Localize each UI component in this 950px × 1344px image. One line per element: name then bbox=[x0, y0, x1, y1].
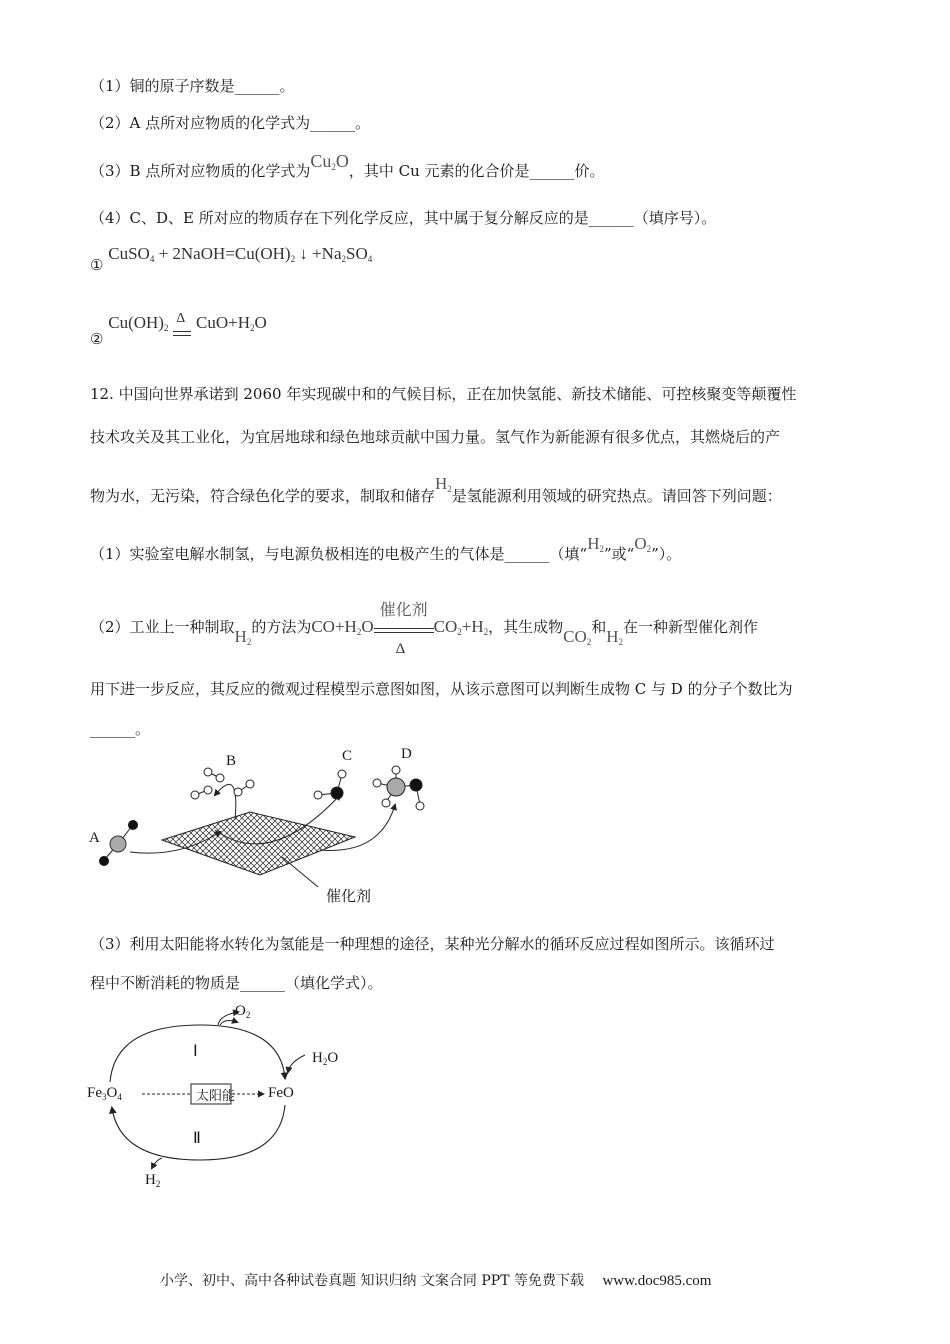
q12-part1: （1）实验室电解水制氢，与电源负极相连的电极产生的气体是______（填“$H_2$”或“$O_2$”）。 bbox=[90, 534, 682, 563]
h2-label: $H_2$ bbox=[145, 1172, 161, 1189]
footer-left: 小学、初中、高中各种试卷真题 知识归纳 文案合同 PPT 等免费下载 bbox=[160, 1273, 584, 1289]
reaction-2: ② $Cu(OH)_2$ Δ $CuO+H_2O$ bbox=[90, 311, 267, 348]
label-a: A bbox=[89, 830, 100, 846]
q12-part3-line2: 程中不断消耗的物质是______（填化学式）。 bbox=[90, 974, 383, 992]
q12-part2-line3: ______。 bbox=[90, 720, 151, 738]
label-d: D bbox=[401, 746, 412, 762]
molecule-c bbox=[314, 770, 346, 799]
cu2o-formula: $Cu_2O$ bbox=[310, 151, 349, 172]
label-c: C bbox=[342, 748, 353, 764]
arrow-b bbox=[215, 784, 236, 820]
catalyst-label: 催化剂 bbox=[326, 887, 372, 905]
h2o-label: $H_2O$ bbox=[312, 1050, 339, 1067]
solar-energy-label: 太阳能 bbox=[196, 1089, 236, 1104]
q11-part4: （4）C、D、E 所对应的物质存在下列化学反应，其中属于复分解反应的是______（填序号）。 bbox=[90, 209, 717, 227]
o2-label: $O_2$ bbox=[235, 1003, 251, 1020]
catalyst-reaction-figure bbox=[80, 740, 460, 910]
q11-part1: （1）铜的原子序数是______。 bbox=[90, 77, 295, 95]
q12-part3-line1: （3）利用太阳能将水转化为氢能是一种理想的途径，某种光分解水的循环反应过程如图所示。该循环过 bbox=[90, 935, 775, 953]
fe3o4-label: $Fe_3O_4$ bbox=[87, 1085, 122, 1102]
step-1-label: Ⅰ bbox=[193, 1043, 198, 1060]
reaction-1-equation: CuSO$_4$ + $2NaOH=Cu(OH)_2$ ↓ $+Na_2SO_4$ bbox=[108, 244, 373, 264]
reaction-1: ① CuSO$_4$ + $2NaOH=Cu(OH)_2$ ↓ $+Na_2SO_4$ bbox=[90, 244, 373, 274]
label-b: B bbox=[226, 753, 237, 769]
molecule-d bbox=[373, 766, 424, 810]
feo-label: FeO bbox=[268, 1085, 294, 1101]
q12-intro-line2: 技术攻关及其工业化，为宜居地球和绿色地球贡献中国力量。氢气作为新能源有很多优点，其燃烧后的产 bbox=[90, 428, 781, 446]
step-2-label: Ⅱ bbox=[193, 1130, 201, 1147]
q11-part3: （3）B 点所对应物质的化学式为$Cu_2O$，其中 Cu 元素的化合价是______价。 bbox=[90, 151, 605, 180]
page-footer bbox=[160, 1270, 725, 1290]
molecule-a bbox=[99, 820, 138, 866]
molecule-b bbox=[191, 768, 254, 799]
q11-part2: （2）A 点所对应物质的化学式为______。 bbox=[90, 114, 371, 132]
q12-part2: （2）工业上一种制取$H_2$的方法为$CO+H_2O$ 催化剂 Δ $CO_2+H_2$，其生成物$CO_2$和$H_2$在一种新型催化剂作 bbox=[90, 600, 759, 657]
footer-url[interactable]: www.doc985.com bbox=[602, 1273, 712, 1289]
q12-intro-line1: 12. 中国向世界承诺到 2060 年实现碳中和的气候目标，正在加快氢能、新技术储能、可控核聚变等颠覆性 bbox=[90, 385, 797, 403]
q12-intro-line3: 物为水，无污染，符合绿色化学的要求，制取和储存$H_2$是氢能源利用领域的研究热点。请回答下列问题： bbox=[90, 474, 782, 505]
q12-part2-line2: 用下进一步反应，其反应的微观过程模型示意图如图，从该示意图可以判断生成物 C 与 D 的分子个数比为 bbox=[90, 680, 793, 698]
